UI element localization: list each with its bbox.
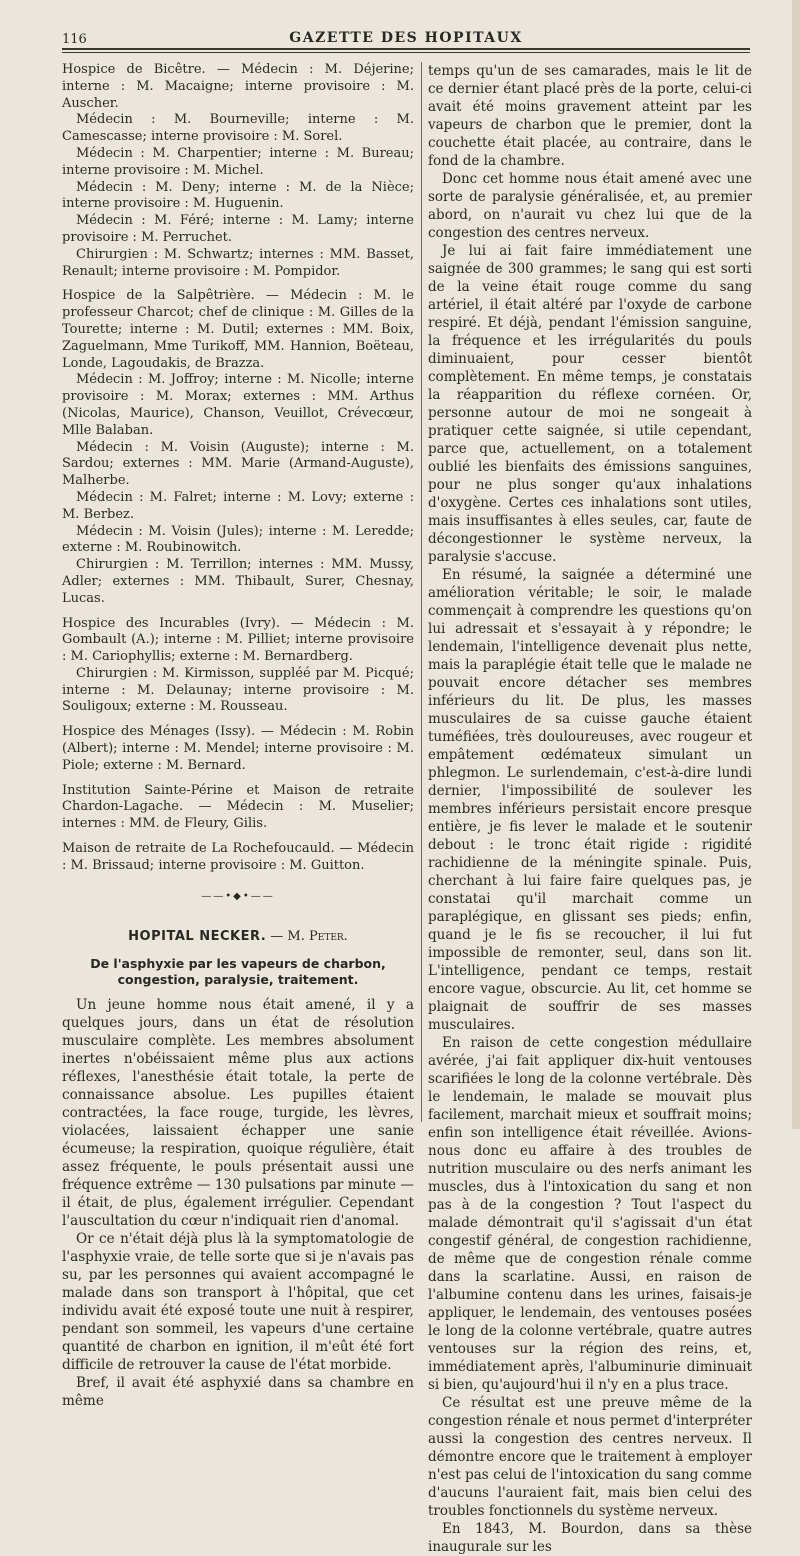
section-heading: HOPITAL NECKER. [128,929,267,945]
staff-entry: Médecin : M. Bourneville; interne : M. Camescasse; interne provisoire : M. Sorel. [62,112,414,145]
header-rule-thin [62,52,750,53]
staff-entry: Médecin : M. Voisin (Jules); interne : M. Leredde; externe : M. Roubinowitch. [62,523,414,556]
article-paragraph: En 1843, M. Bourdon, dans sa thèse inaugurale sur les [428,1521,752,1555]
left-column [62,62,414,1410]
article-paragraph: Ce résultat est une preuve même de la congestion rénale et nous permet d'interpréter aussi la congestion des centres nerveux. Il démontre encore que le traitement à employer n'est pas celui de l'intoxication du sang comme d'aucuns l'auraient fait, mais bien celui des troubles fonctionnels du système nerveux. [428,1395,752,1519]
article-paragraph: En raison de cette congestion médullaire avérée, j'ai fait appliquer dix-huit ventouses scarifiées le long de la colonne vertébrale. Dès le lendemain, le malade se mouvait plus facilement, marchait mieux et souffrait moins; enfin son intelligence était réveillée. Avions-nous donc eu affaire à des troubles de nutrition musculaire ou des nerfs animant les muscles, dus à l'intoxication du sang et non pas à de la congestion ? Tout l'aspect du malade démontrait qu'il s'agissait d'un état congestif général, de congestion rachidienne, de même que de congestion rénale comme dans la scarlatine. Aussi, en raison de l'albumine contenu dans les urines, faisais-je appliquer, le lendemain, des ventouses posées le long de la colonne vertébrale, quatre autres ventouses sur la région des reins, et, immédiatement après, l'albuminurie diminuait si bien, qu'aujourd'hui il n'y en a plus trace. [428,1035,752,1393]
staff-entry: Hospice des Incurables (Ivry). — Médecin : M. Gombault (A.); interne : M. Pilliet; interne provisoire : M. Cariophyllis; externe : M. Bernardberg. [62,615,414,665]
staff-entry: Médecin : M. Falret; interne : M. Lovy; externe : M. Berbez. [62,489,414,522]
journal-title: GAZETTE DES HOPITAUX [289,30,523,46]
article-body [62,996,414,1410]
staff-entry: Médecin : M. Féré; interne : M. Lamy; interne provisoire : M. Perruchet. [62,213,414,245]
staff-entry: Hospice de Bicêtre. — Médecin : M. Déjerine; interne : M. Macaigne; interne provisoire : M. Auscher. [62,62,414,111]
article-title-line: congestion, paralysie, traitement. [117,972,359,988]
page-header [62,28,750,48]
section-author: — M. Peter. [270,929,348,945]
article-title-line: De l'asphyxie par les vapeurs de charbon, [90,956,386,972]
header-rule-thick [62,48,750,50]
article-paragraph: Un jeune homme nous était amené, il y a quelques jours, dans un état de résolution musculaire complète. Les membres absolument inertes n'obéissaient même plus aux actions réflexes, l'anesthésie était totale, la perte de connaissance absolue. Les pupilles étaient contractées, la face rouge, turgide, les lèvres, violacées, laissaient échapper une sanie écumeuse; la respiration, quoique régulière, était assez fréquente, le pouls présentait aussi une fréquence extrême — 130 pulsations par minute — il était, de plus, également irrégulier. Cependant l'auscultation du cœur n'indiquait rien d'anomal. [62,997,414,1230]
staff-entry: Maison de retraite de La Rochefoucauld. — Médecin : M. Brissaud; interne provisoire : M. Guitton. [62,841,414,873]
page-edge [792,0,800,1129]
page-number: 116 [62,32,87,47]
staff-entry: Médecin : M. Deny; interne : M. de la Nièce; interne provisoire : M. Huguenin. [62,179,414,212]
article-paragraph: Je lui ai fait faire immédiatement une saignée de 300 grammes; le sang qui est sorti de la veine était rouge comme du sang artériel, il était altéré par l'oxyde de carbone respiré. Et déjà, pendant l'émission sanguine, la fréquence et les irrégularités du pouls diminuaient, pour cesser bientôt complètement. En même temps, je constatais la réapparition du réflexe cornéen. Or, personne autour de moi ne songeait à pratiquer cette saignée, si utile cependant, parce que, actuellement, on a totalement oublié les bienfaits des émissions sanguines, pour ne plus songer qu'aux inhalations d'oxygène. Certes ces inhalations sont utiles, mais insuffisantes à elles seules, car, faute de décongestionner le système nerveux, la paralysie s'accuse. [428,243,752,565]
staff-entry: Chirurgien : M. Terrillon; internes : MM. Mussy, Adler; externes : MM. Thibault, Surer, Chesnay, Lucas. [62,557,414,606]
section-heading-line [62,929,414,946]
staff-entry: Hospice des Ménages (Issy). — Médecin : M. Robin (Albert); interne : M. Mendel; interne provisoire : M. Piole; externe : M. Bernard. [62,724,414,773]
article-paragraph: temps qu'un de ses camarades, mais le lit de ce dernier étant placé près de la porte, celui-ci avait été moins gravement atteint par les vapeurs de charbon que le premier, dont la couchette était placée, au contraire, dans le fond de la chambre. [428,63,752,169]
staff-entry: Médecin : M. Voisin (Auguste); interne : M. Sardou; externes : MM. Marie (Armand-Auguste), Malherbe. [62,439,414,489]
staff-entry: Médecin : M. Charpentier; interne : M. Bureau; interne provisoire : M. Michel. [62,145,414,178]
article-title [62,956,414,988]
article-paragraph: En résumé, la saignée a déterminé une amélioration véritable; le soir, le malade commençait à comprendre les questions qu'on lui adressait et s'essayait à y répondre; le lendemain, l'intelligence devenait plus nette, mais la paraplégie était telle que le malade ne pouvait encore détacher ses membres inférieurs du lit. De plus, les masses musculaires de sa cuisse gauche étaient tuméfiées, très douloureuses, avec rougeur et empâtement œdémateux simulant un phlegmon. Le surlendemain, c'est-à-dire lundi dernier, l'impossibilité de soulever les membres inférieurs persistait encore presque entière, je fis lever le malade et le soutenir debout : le tronc était rigide : rigidité rachidienne de la méningite spinale. Puis, cherchant à lui faire faire quelques pas, je constatai qu'il marchait comme un paraplégique, en glissant ses pieds; enfin, quand je le fis se recoucher, il lui fut impossible de remonter, seul, dans son lit. L'intelligence, pendant ce temps, restait encore vague, obscurcie. Au lit, cet homme se plaignait de souffrir de ses masses musculaires. [428,567,752,1033]
article-paragraph: Donc cet homme nous était amené avec une sorte de paralysie généralisée, et, au premier abord, on n'aurait vu chez lui que de la congestion des centres nerveux. [428,171,752,241]
article-paragraph: Or ce n'était déjà plus là la symptomatologie de l'asphyxie vraie, de telle sorte que si je n'avais pas su, par les personnes qui avaient accompagné le malade dans son transport à l'hôpital, que cet individu avait été exposé toute une nuit à respirer, pendant son sommeil, les vapeurs d'une certaine quantité de charbon en ignition, il m'eût été fort difficile de retrouver la cause de l'état morbide. [62,1231,414,1374]
column-divider [421,62,422,1122]
staff-entry: Institution Sainte-Périne et Maison de retraite Chardon-Lagache. — Médecin : M. Muselier; internes : MM. de Fleury, Gilis. [62,782,414,832]
section-ornament: ——•◆•—— [201,890,275,902]
article-paragraph: Bref, il avait été asphyxié dans sa chambre en même [62,1375,414,1410]
staff-entry: Hospice de la Salpêtrière. — Médecin : M. le professeur Charcot; chef de clinique : M. Gilles de la Tourette; interne : M. Dutil; externes : MM. Boix, Zaguelmann, Mme Turikoff, MM. Hannion, Boëteau, Londe, Lagoudakis, de Brazza. [62,288,414,371]
staff-entry: Chirurgien : M. Kirmisson, suppléé par M. Picqué; interne : M. Delaunay; interne provisoire : M. Souligoux; externe : M. Rousseau. [62,665,414,715]
right-column [428,62,752,1556]
staff-entry: Médecin : M. Joffroy; interne : M. Nicolle; interne provisoire : M. Morax; externes : MM. Arthus (Nicolas, Maurice), Chanson, Veuillot, Crévecœur, Mlle Balaban. [62,372,414,438]
staff-entry: Chirurgien : M. Schwartz; internes : MM. Basset, Renault; interne provisoire : M. Pompidor. [62,246,414,279]
